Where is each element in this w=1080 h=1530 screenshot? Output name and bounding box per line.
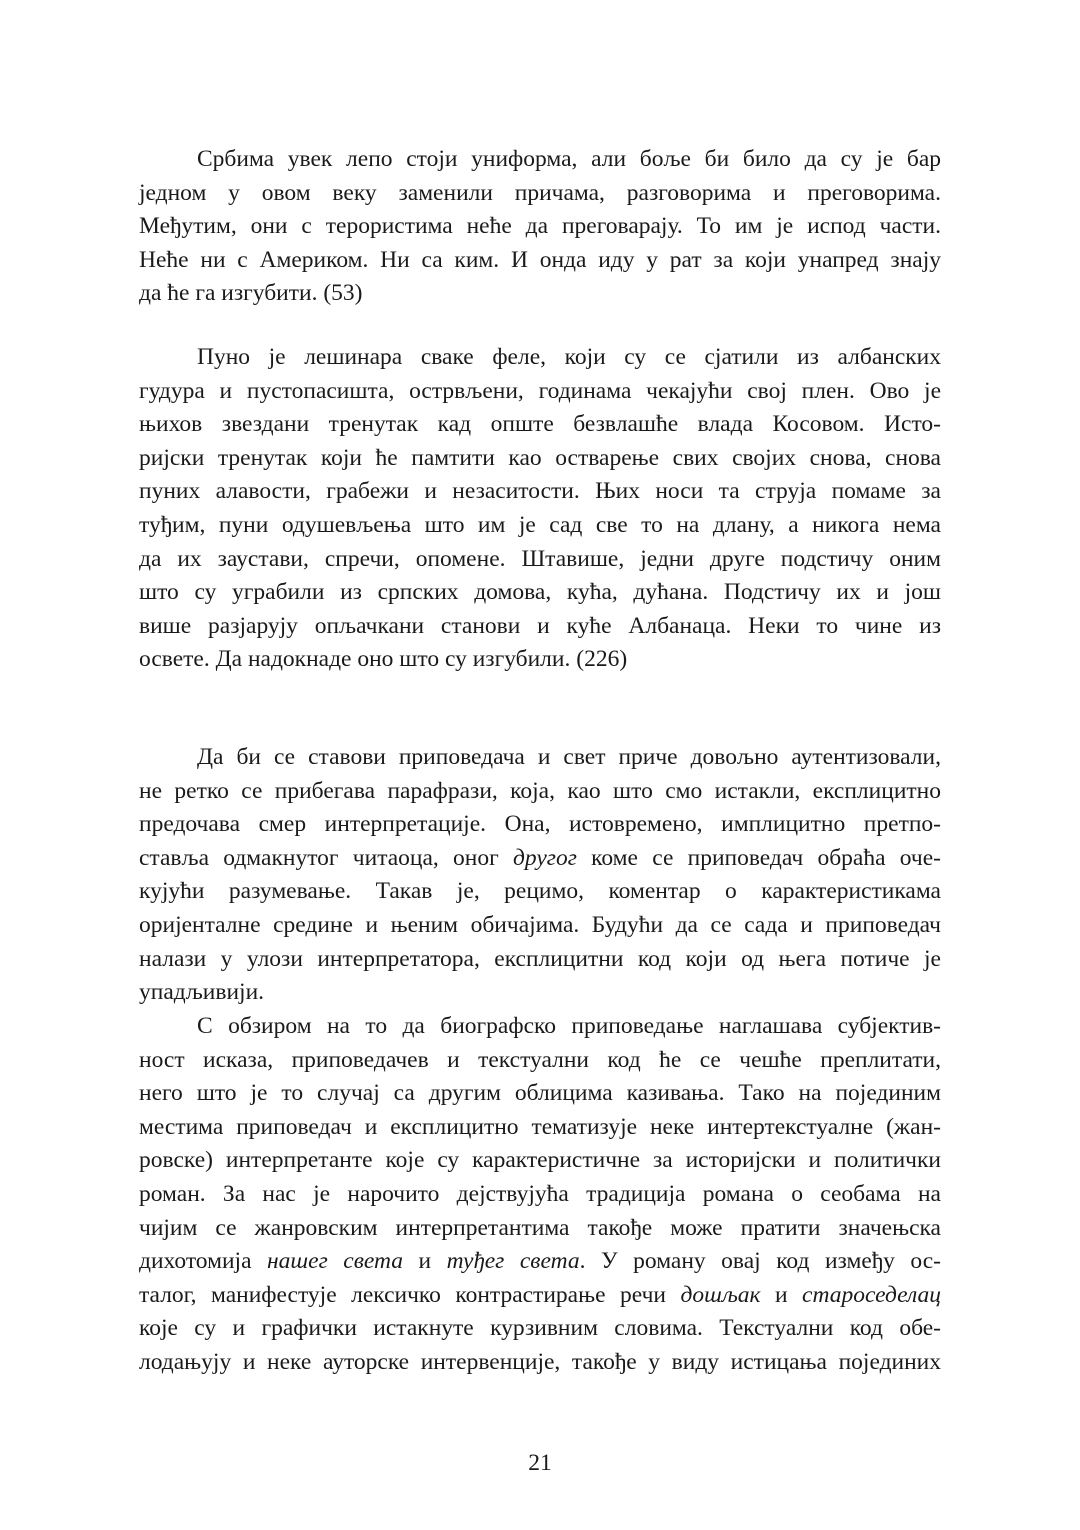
text-run: коме се приповедач обраћа оче- (576, 844, 941, 871)
text-line: ровске) интерпретанте које су карактеристичне за историјски и политички (139, 1147, 941, 1174)
text-line: Да би се ставови приповедача и свет приче довољно аутентизовали, (197, 744, 941, 770)
text-line: пуних алавости, грабежи и незаситости. Њих носи та струја помаме за (139, 478, 941, 505)
body-paragraph-2 (139, 1010, 941, 1380)
text-line: Међутим, они с терористима неће да преговарају. То им је испод части. (139, 213, 941, 240)
text-line: упадљивији. (139, 979, 265, 1006)
quote-block-1 (139, 143, 941, 311)
text-line: не ретко се прибегава парафрази, која, као што смо истакли, експлицитно (139, 777, 941, 804)
text-line: једном у овом веку заменили причама, разговорима и преговорима. (139, 179, 941, 206)
text-run: дихотомија (139, 1248, 268, 1275)
text-line: кујући разумевање. Такав је, рецимо, коментар о карактеристикама (139, 878, 941, 905)
page-number: 21 (528, 1450, 552, 1476)
text-line (139, 1245, 941, 1279)
text-run: ставља одмакнутог читаоца, оног (139, 844, 514, 871)
italic-term: староседелац (802, 1281, 942, 1308)
text-line: што су уграбили из српских домова, кућа, дућана. Подстичу их и још (139, 579, 941, 606)
text-line: чијим се жанровским интерпретантима такође може пратити значењска (139, 1214, 941, 1241)
text-line (139, 1279, 941, 1313)
italic-term: дошљак (680, 1281, 761, 1308)
text-line: предочава смер интерпретације. Она, истовремено, имплицитно претпо- (139, 811, 941, 838)
italic-term: другог (513, 844, 577, 871)
text-line: гудура и пустопасишта, острвљени, годинама чекајући свој плен. Ово је (139, 377, 941, 404)
text-line: освете. Да надокнаде оно што су изгубили. (226) (139, 646, 628, 673)
text-run: талог, манифестује лексичко контрастирање речи (139, 1281, 681, 1308)
text-line: оријенталне средине и њеним обичајима. Будући да се сада и приповедач (139, 911, 941, 938)
text-line: које су и графички истакнуте курзивним словима. Текстуални код обе- (139, 1315, 941, 1342)
quote-block-2 (139, 341, 941, 677)
text-run: и (403, 1248, 447, 1275)
italic-term: нашег света (267, 1248, 404, 1275)
text-line: да ће га изгубити. (53) (139, 280, 363, 307)
text-line: више разјарују опљачкани станови и куће Албанаца. Неки то чине из (139, 612, 941, 639)
body-paragraph-1 (139, 741, 941, 1010)
text-line: њихов звездани тренутак кад опште безвлашће влада Косовом. Исто- (139, 411, 941, 438)
text-line: Неће ни с Америком. Ни са ким. И онда иду у рат за који унапред знају (139, 246, 941, 273)
text-line: Пуно је лешинара сваке феле, који су се сјатили из албанских (197, 344, 941, 370)
text-line: налази у улози интерпретатора, експлицитни код који од њега потиче је (139, 945, 941, 972)
text-line: ријски тренутак који ће памтити као остварење свих својих снова, снова (139, 444, 941, 471)
italic-term: туђег света (446, 1248, 580, 1275)
text-line (139, 842, 941, 876)
text-line: С обзиром на то да биографско приповедање наглашава субјектив- (197, 1013, 941, 1039)
text-line: туђим, пуни одушевљења што им је сад све то на длану, а никога нема (139, 511, 941, 538)
text-line: да их заустави, спречи, опомене. Штавише, једни друге подстичу оним (139, 545, 941, 572)
text-line: роман. За нас је нарочито дејствујућа традиција романа о сеобама на (139, 1180, 941, 1207)
text-line: ност исказа, приповедачев и текстуални код ће се чешће преплитати, (139, 1046, 941, 1073)
text-line: Србима увек лепо стоји униформа, али боље би било да су је бар (197, 146, 941, 172)
text-line: лодањују и неке ауторске интервенције, такође у виду истицања појединих (139, 1348, 941, 1375)
text-run: и (760, 1281, 803, 1308)
text-line: него што је то случај са другим облицима казивања. Тако на појединим (139, 1080, 941, 1107)
text-line: местима приповедач и експлицитно тематизује неке интертекстуалне (жан- (139, 1113, 941, 1140)
text-run: . У роману овај код између ос- (579, 1248, 941, 1275)
